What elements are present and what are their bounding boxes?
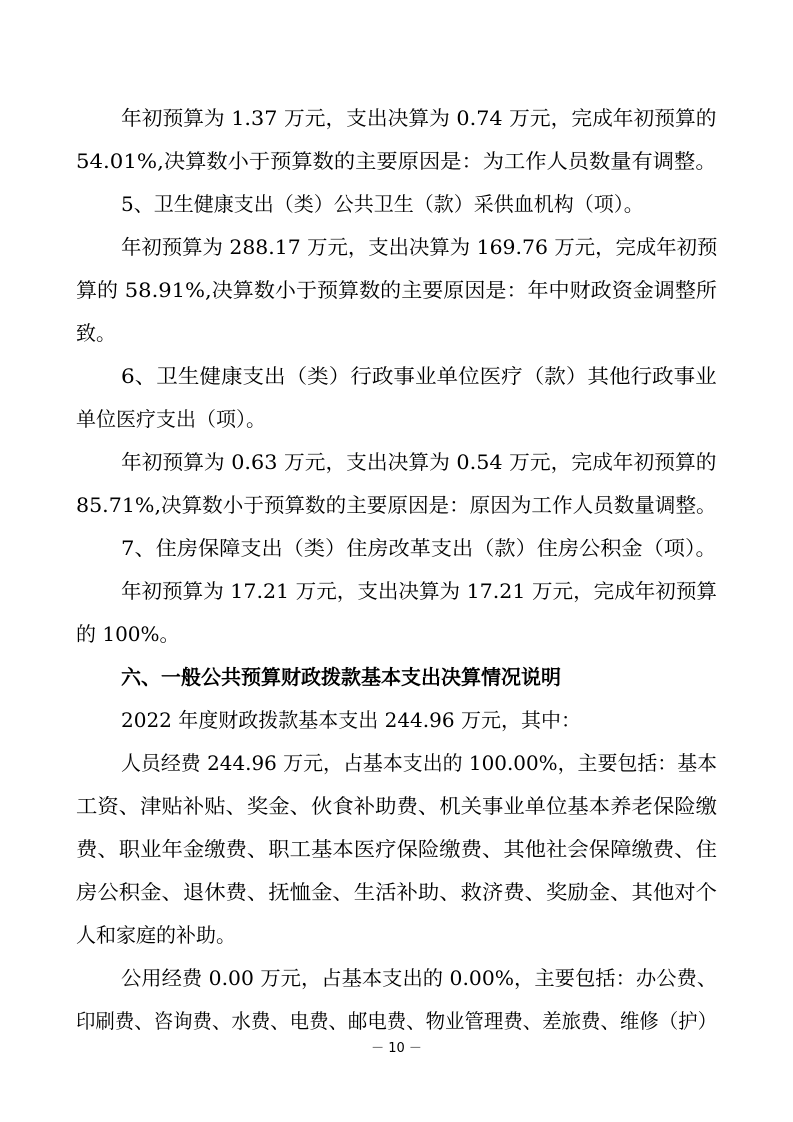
section-heading xyxy=(121,660,793,694)
text-line xyxy=(76,402,793,436)
line-text: 公用经费 0.00 万元，占基本支出的 0.00%，主要包括：办公费、 xyxy=(121,966,718,990)
line-text: 54.01%,决算数小于预算数的主要原因是：为工作人员数量有调整。 xyxy=(76,149,717,173)
line-text: 年初预算为 0.63 万元，支出决算为 0.54 万元，完成年初预算的 xyxy=(121,450,717,474)
text-line xyxy=(76,832,793,866)
line-text: 的 100%。 xyxy=(76,622,180,646)
text-line xyxy=(121,359,793,393)
line-text: 年初预算为 1.37 万元，支出决算为 0.74 万元，完成年初预算的 xyxy=(121,106,717,130)
line-text: 费、职业年金缴费、职工基本医疗保险缴费、其他社会保障缴费、住 xyxy=(76,837,717,861)
text-line xyxy=(121,230,793,264)
text-line xyxy=(76,1004,793,1038)
line-text: 致。 xyxy=(76,321,116,345)
line-text: 2022 年度财政拨款基本支出 244.96 万元，其中： xyxy=(121,708,581,732)
text-line xyxy=(121,961,793,995)
line-text: 人员经费 244.96 万元，占基本支出的 100.00%，主要包括：基本 xyxy=(121,751,718,775)
line-text: 人和家庭的补助。 xyxy=(76,923,236,947)
text-line xyxy=(121,101,793,135)
line-text: 单位医疗支出（项）。 xyxy=(76,407,266,431)
text-line xyxy=(76,316,793,350)
line-text: 5、卫生健康支出（类）公共卫生（款）采供血机构（项）。 xyxy=(121,192,644,216)
text-line xyxy=(76,273,793,307)
heading-text: 六、一般公共预算财政拨款基本支出决算情况说明 xyxy=(121,665,561,689)
text-line xyxy=(121,746,793,780)
line-text: 算的 58.91%,决算数小于预算数的主要原因是：年中财政资金调整所 xyxy=(76,278,717,302)
text-line xyxy=(76,918,793,952)
text-line xyxy=(76,144,793,178)
text-line xyxy=(121,574,793,608)
line-text: 工资、津贴补贴、奖金、伙食补助费、机关事业单位基本养老保险缴 xyxy=(76,794,717,818)
line-text: 年初预算为 17.21 万元，支出决算为 17.21 万元，完成年初预算 xyxy=(121,579,717,603)
text-line xyxy=(76,789,793,823)
line-text: 6、卫生健康支出（类）行政事业单位医疗（款）其他行政事业 xyxy=(121,364,717,388)
text-line xyxy=(76,488,793,522)
text-line xyxy=(76,875,793,909)
text-line xyxy=(121,445,793,479)
text-line xyxy=(121,531,793,565)
line-text: 房公积金、退休费、抚恤金、生活补助、救济费、奖励金、其他对个 xyxy=(76,880,717,904)
text-line xyxy=(121,187,793,221)
line-text: 印刷费、咨询费、水费、电费、邮电费、物业管理费、差旅费、维修（护） xyxy=(76,1009,717,1033)
line-text: 年初预算为 288.17 万元，支出决算为 169.76 万元，完成年初预 xyxy=(121,235,718,259)
text-line xyxy=(76,617,793,651)
line-text: 85.71%,决算数小于预算数的主要原因是：原因为工作人员数量调整。 xyxy=(76,493,717,517)
text-line xyxy=(121,703,793,737)
line-text: 7、住房保障支出（类）住房改革支出（款）住房公积金（项）。 xyxy=(121,536,717,560)
page-number: － 10 － xyxy=(371,1041,422,1056)
